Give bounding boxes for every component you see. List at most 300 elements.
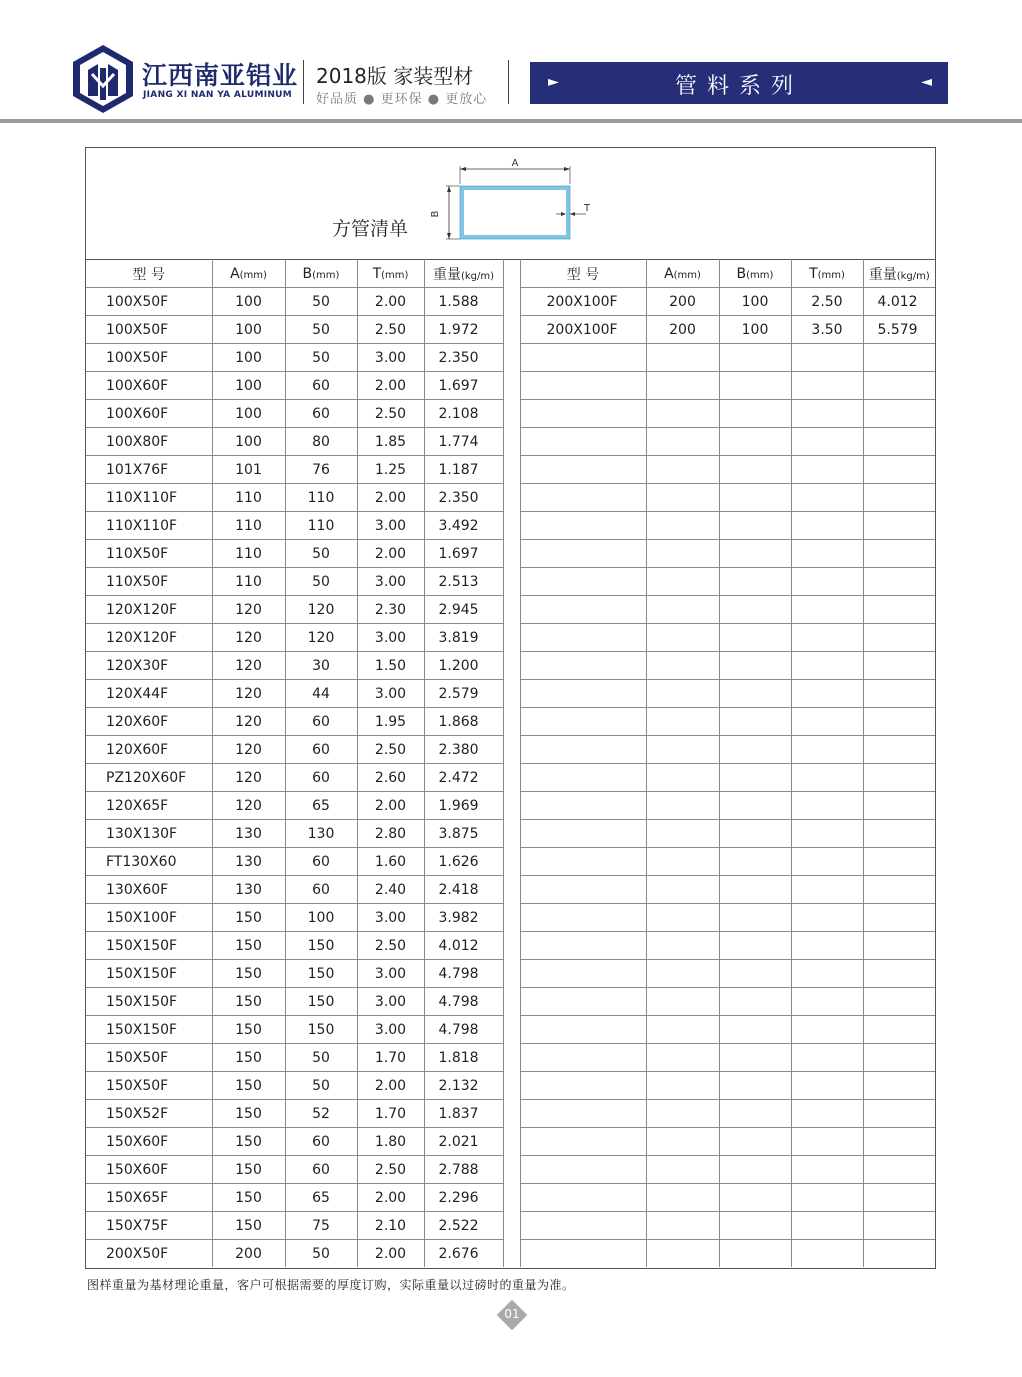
table-row (86, 344, 935, 372)
table-cell (863, 1072, 935, 1100)
table-cell: 4.798 (424, 960, 503, 988)
table-cell (791, 1072, 863, 1100)
table-cell (646, 792, 719, 820)
table-cell: 2.350 (424, 344, 503, 372)
column-gap (503, 792, 520, 820)
table-cell: 110 (212, 568, 285, 596)
header-divider (303, 60, 304, 104)
table-cell (791, 792, 863, 820)
table-cell: 100X60F (86, 400, 212, 428)
section-banner (530, 62, 948, 104)
table-cell (520, 876, 646, 904)
table-cell (646, 400, 719, 428)
table-cell: 110 (285, 512, 357, 540)
table-cell (520, 820, 646, 848)
footnote: 图样重量为基材理论重量，客户可根据需要的厚度订购，实际重量以过磅时的重量为准。 (87, 1278, 575, 1292)
table-cell (863, 1240, 935, 1268)
table-cell: 1.697 (424, 372, 503, 400)
table-cell (863, 372, 935, 400)
table-cell: 100X50F (86, 344, 212, 372)
table-cell (646, 820, 719, 848)
table-cell (863, 428, 935, 456)
header-model-right (520, 260, 646, 288)
column-gap (503, 848, 520, 876)
table-cell: 110 (212, 484, 285, 512)
table-cell: 60 (285, 1128, 357, 1156)
table-cell (719, 904, 791, 932)
table-cell (791, 1044, 863, 1072)
table-row (86, 848, 935, 876)
column-gap (503, 1184, 520, 1212)
table-cell: 130 (212, 848, 285, 876)
table-cell (646, 848, 719, 876)
table-cell (646, 372, 719, 400)
table-cell (791, 624, 863, 652)
table-cell: 1.868 (424, 708, 503, 736)
table-row (86, 1156, 935, 1184)
table-cell: 2.108 (424, 400, 503, 428)
table-cell: 60 (285, 876, 357, 904)
table-cell: 120X60F (86, 708, 212, 736)
column-gap (503, 1044, 520, 1072)
table-cell (863, 512, 935, 540)
column-gap (503, 764, 520, 792)
table-cell: 1.85 (357, 428, 424, 456)
column-gap (503, 736, 520, 764)
table-cell (520, 1072, 646, 1100)
table-cell (520, 1044, 646, 1072)
table-cell: 50 (285, 288, 357, 316)
table-cell (520, 568, 646, 596)
table-cell: 150X52F (86, 1100, 212, 1128)
table-cell: 2.50 (357, 316, 424, 344)
table-cell (520, 764, 646, 792)
table-cell: 2.380 (424, 736, 503, 764)
table-cell (719, 372, 791, 400)
table-cell: 2.00 (357, 484, 424, 512)
table-cell: 1.200 (424, 652, 503, 680)
table-cell: 60 (285, 848, 357, 876)
table-cell (719, 1128, 791, 1156)
table-cell (863, 876, 935, 904)
table-cell: 76 (285, 456, 357, 484)
table-cell: 100X60F (86, 372, 212, 400)
table-cell: 120 (212, 596, 285, 624)
dimension-b-label: B (430, 210, 441, 218)
table-cell (791, 708, 863, 736)
header-label: A (230, 265, 240, 282)
table-cell: 150X150F (86, 932, 212, 960)
table-cell (719, 1016, 791, 1044)
table-cell (863, 1212, 935, 1240)
table-cell: 2.60 (357, 764, 424, 792)
table-cell (863, 708, 935, 736)
table-cell (719, 1240, 791, 1268)
table-cell (719, 1044, 791, 1072)
table-cell (791, 540, 863, 568)
table-cell: FT130X60 (86, 848, 212, 876)
table-cell (520, 904, 646, 932)
table-cell (719, 680, 791, 708)
header-label: T (372, 265, 382, 282)
table-cell: 120X30F (86, 652, 212, 680)
column-gap (503, 1072, 520, 1100)
table-cell: 30 (285, 652, 357, 680)
table-cell (791, 876, 863, 904)
table-cell: 75 (285, 1212, 357, 1240)
column-gap (503, 596, 520, 624)
table-cell (646, 1100, 719, 1128)
table-cell: 200X100F (520, 288, 646, 316)
page-number: 01 (504, 1307, 520, 1321)
table-cell (791, 988, 863, 1016)
header-unit: (mm) (746, 269, 774, 281)
table-cell: 150X50F (86, 1072, 212, 1100)
table-cell: 150 (212, 960, 285, 988)
table-cell (863, 736, 935, 764)
dimension-t-label: T (584, 203, 591, 214)
table-row (86, 876, 935, 904)
table-row (86, 904, 935, 932)
table-cell: 50 (285, 344, 357, 372)
table-cell (719, 1100, 791, 1128)
table-cell: 5.579 (863, 316, 935, 344)
diagram-title: 方管清单 (332, 218, 409, 240)
table-cell: 65 (285, 1184, 357, 1212)
table-cell: 1.187 (424, 456, 503, 484)
table-cell (646, 344, 719, 372)
table-cell (719, 596, 791, 624)
table-cell (719, 960, 791, 988)
table-cell (791, 568, 863, 596)
header-t-left (357, 260, 424, 288)
table-cell: 100 (212, 372, 285, 400)
table-cell: 100 (719, 288, 791, 316)
column-gap (503, 540, 520, 568)
table-cell: 80 (285, 428, 357, 456)
table-row (86, 1016, 935, 1044)
table-cell (791, 1128, 863, 1156)
table-cell (520, 708, 646, 736)
table-cell: 2.522 (424, 1212, 503, 1240)
table-cell: 1.697 (424, 540, 503, 568)
table-cell: 110 (212, 540, 285, 568)
table-cell (719, 568, 791, 596)
column-gap (503, 820, 520, 848)
table-cell (863, 820, 935, 848)
table-cell (520, 988, 646, 1016)
table-cell (791, 680, 863, 708)
table-cell: 120X65F (86, 792, 212, 820)
table-cell: 1.25 (357, 456, 424, 484)
table-cell: 120 (212, 792, 285, 820)
table-cell: 60 (285, 764, 357, 792)
table-row (86, 316, 935, 344)
table-cell: 60 (285, 736, 357, 764)
table-cell: 4.798 (424, 1016, 503, 1044)
table-row (86, 792, 935, 820)
table-cell: 150 (212, 1016, 285, 1044)
table-cell: 100X50F (86, 316, 212, 344)
column-gap (503, 344, 520, 372)
table-cell: 2.00 (357, 1184, 424, 1212)
header-label: A (664, 265, 674, 282)
column-gap (503, 484, 520, 512)
table-cell: 150X100F (86, 904, 212, 932)
table-cell: 1.818 (424, 1044, 503, 1072)
table-cell: 3.819 (424, 624, 503, 652)
table-cell (791, 596, 863, 624)
table-cell (863, 904, 935, 932)
page-number-badge (497, 1300, 527, 1330)
table-cell (646, 960, 719, 988)
table-cell: 150X50F (86, 1044, 212, 1072)
table-row (86, 708, 935, 736)
table-row (86, 484, 935, 512)
table-cell (863, 1128, 935, 1156)
table-row (86, 680, 935, 708)
table-cell (791, 428, 863, 456)
table-cell: 100 (212, 316, 285, 344)
table-cell: 100 (285, 904, 357, 932)
table-cell: 2.50 (357, 736, 424, 764)
table-cell (646, 1016, 719, 1044)
table-cell: 50 (285, 1072, 357, 1100)
table-cell (863, 1100, 935, 1128)
table-cell (791, 848, 863, 876)
header-b-right (719, 260, 791, 288)
table-row (86, 1072, 935, 1100)
table-row (86, 652, 935, 680)
table-row (86, 1100, 935, 1128)
table-cell (520, 1240, 646, 1268)
table-cell (520, 1156, 646, 1184)
table-cell (719, 624, 791, 652)
table-cell (863, 456, 935, 484)
table-cell: 130 (285, 820, 357, 848)
table-cell (719, 484, 791, 512)
header-label: B (736, 265, 747, 282)
table-cell: 1.50 (357, 652, 424, 680)
table-cell (646, 904, 719, 932)
header-rule (0, 119, 1022, 123)
table-cell (863, 680, 935, 708)
column-gap (503, 988, 520, 1016)
table-cell: 2.10 (357, 1212, 424, 1240)
table-cell: 1.60 (357, 848, 424, 876)
table-cell: 60 (285, 400, 357, 428)
table-cell (791, 400, 863, 428)
header-unit: (mm) (239, 269, 267, 281)
table-cell (646, 680, 719, 708)
header-label: 重量 (868, 266, 897, 283)
table-cell: 3.00 (357, 1016, 424, 1044)
table-row (86, 1044, 935, 1072)
table-cell (863, 596, 935, 624)
table-cell: 100 (212, 288, 285, 316)
table-cell: 150 (212, 1044, 285, 1072)
table-cell: 2.00 (357, 1072, 424, 1100)
table-cell: 2.579 (424, 680, 503, 708)
table-cell (863, 960, 935, 988)
table-cell: 2.30 (357, 596, 424, 624)
table-cell: 100 (212, 400, 285, 428)
table-cell: 150 (212, 1184, 285, 1212)
table-cell: 1.95 (357, 708, 424, 736)
table-cell: 150X150F (86, 1016, 212, 1044)
table-cell (863, 988, 935, 1016)
table-cell (520, 1184, 646, 1212)
square-tube-table (86, 259, 935, 1267)
table-cell (646, 1156, 719, 1184)
column-gap (503, 400, 520, 428)
table-cell: 3.492 (424, 512, 503, 540)
column-gap (503, 904, 520, 932)
table-cell: 150 (212, 1072, 285, 1100)
table-row (86, 624, 935, 652)
dimension-a-label: A (511, 158, 519, 169)
table-cell: 120 (212, 680, 285, 708)
table-cell: 2.50 (357, 932, 424, 960)
table-cell (520, 624, 646, 652)
table-row (86, 1212, 935, 1240)
table-cell (520, 736, 646, 764)
table-cell (520, 400, 646, 428)
brand-name-cn: 江西南亚铝业 (142, 61, 299, 90)
table-cell: 3.00 (357, 960, 424, 988)
table-cell (719, 1072, 791, 1100)
table-cell: 150X60F (86, 1156, 212, 1184)
product-table-panel (85, 147, 936, 1269)
triangle-left-icon: ◄ (921, 74, 932, 90)
column-gap (503, 960, 520, 988)
table-cell: 1.969 (424, 792, 503, 820)
table-cell: 150X65F (86, 1184, 212, 1212)
table-cell (863, 764, 935, 792)
table-cell: 150 (212, 904, 285, 932)
table-cell: 3.00 (357, 680, 424, 708)
table-cell: 150 (285, 932, 357, 960)
table-cell (646, 1044, 719, 1072)
table-cell (719, 400, 791, 428)
column-gap (503, 624, 520, 652)
table-cell (520, 372, 646, 400)
table-cell (719, 512, 791, 540)
table-cell: 150 (212, 1100, 285, 1128)
table-cell (646, 876, 719, 904)
table-row (86, 764, 935, 792)
table-cell (520, 932, 646, 960)
table-cell: 60 (285, 708, 357, 736)
table-cell (863, 400, 935, 428)
table-cell: 100 (212, 428, 285, 456)
table-cell (863, 484, 935, 512)
table-cell: 150 (212, 1212, 285, 1240)
table-cell: 1.70 (357, 1100, 424, 1128)
table-cell: 2.021 (424, 1128, 503, 1156)
table-cell: 120 (212, 764, 285, 792)
table-cell (719, 820, 791, 848)
table-row (86, 736, 935, 764)
table-header-row (86, 260, 935, 288)
table-cell: 120 (285, 596, 357, 624)
column-gap (503, 708, 520, 736)
table-cell (646, 764, 719, 792)
column-gap (503, 876, 520, 904)
table-row (86, 512, 935, 540)
table-cell: 100 (719, 316, 791, 344)
table-row (86, 960, 935, 988)
table-row (86, 288, 935, 316)
table-cell (646, 736, 719, 764)
table-cell: 130X60F (86, 876, 212, 904)
table-cell: 110X50F (86, 540, 212, 568)
table-cell: 110X110F (86, 512, 212, 540)
profile-diagram (86, 148, 935, 259)
table-cell: 2.40 (357, 876, 424, 904)
table-cell: 2.50 (357, 1156, 424, 1184)
header-unit: (kg/m) (896, 270, 930, 282)
header-b-left (285, 260, 357, 288)
table-cell: 2.676 (424, 1240, 503, 1268)
table-cell (719, 428, 791, 456)
table-cell (719, 988, 791, 1016)
table-cell: 50 (285, 1240, 357, 1268)
table-cell: 120X120F (86, 596, 212, 624)
table-cell: 3.00 (357, 624, 424, 652)
table-cell (791, 1156, 863, 1184)
table-cell (719, 932, 791, 960)
table-cell: 120X44F (86, 680, 212, 708)
table-cell (719, 1184, 791, 1212)
table-cell (791, 932, 863, 960)
table-cell (863, 1156, 935, 1184)
table-cell (719, 848, 791, 876)
table-cell (520, 484, 646, 512)
header-weight-right (863, 260, 935, 288)
table-cell: 200X100F (520, 316, 646, 344)
table-cell: 3.00 (357, 904, 424, 932)
table-cell (863, 792, 935, 820)
table-cell: 2.00 (357, 288, 424, 316)
column-gap (503, 568, 520, 596)
table-cell: 60 (285, 372, 357, 400)
triangle-right-icon: ► (548, 74, 559, 90)
table-cell (719, 456, 791, 484)
page-header (0, 0, 1022, 125)
column-gap (503, 1240, 520, 1268)
table-cell: 150 (212, 988, 285, 1016)
table-cell (646, 456, 719, 484)
table-cell: 2.472 (424, 764, 503, 792)
table-cell: 1.774 (424, 428, 503, 456)
table-cell (520, 512, 646, 540)
table-cell (520, 1212, 646, 1240)
table-cell: 130X130F (86, 820, 212, 848)
table-cell: 150X60F (86, 1128, 212, 1156)
table-row (86, 988, 935, 1016)
column-gap (503, 260, 520, 288)
table-cell: 2.00 (357, 792, 424, 820)
table-cell: 110X50F (86, 568, 212, 596)
table-cell (791, 456, 863, 484)
table-cell (646, 932, 719, 960)
table-cell (863, 848, 935, 876)
table-row (86, 1128, 935, 1156)
table-cell: 150 (285, 988, 357, 1016)
table-cell: 120 (212, 624, 285, 652)
table-cell: 150X150F (86, 988, 212, 1016)
